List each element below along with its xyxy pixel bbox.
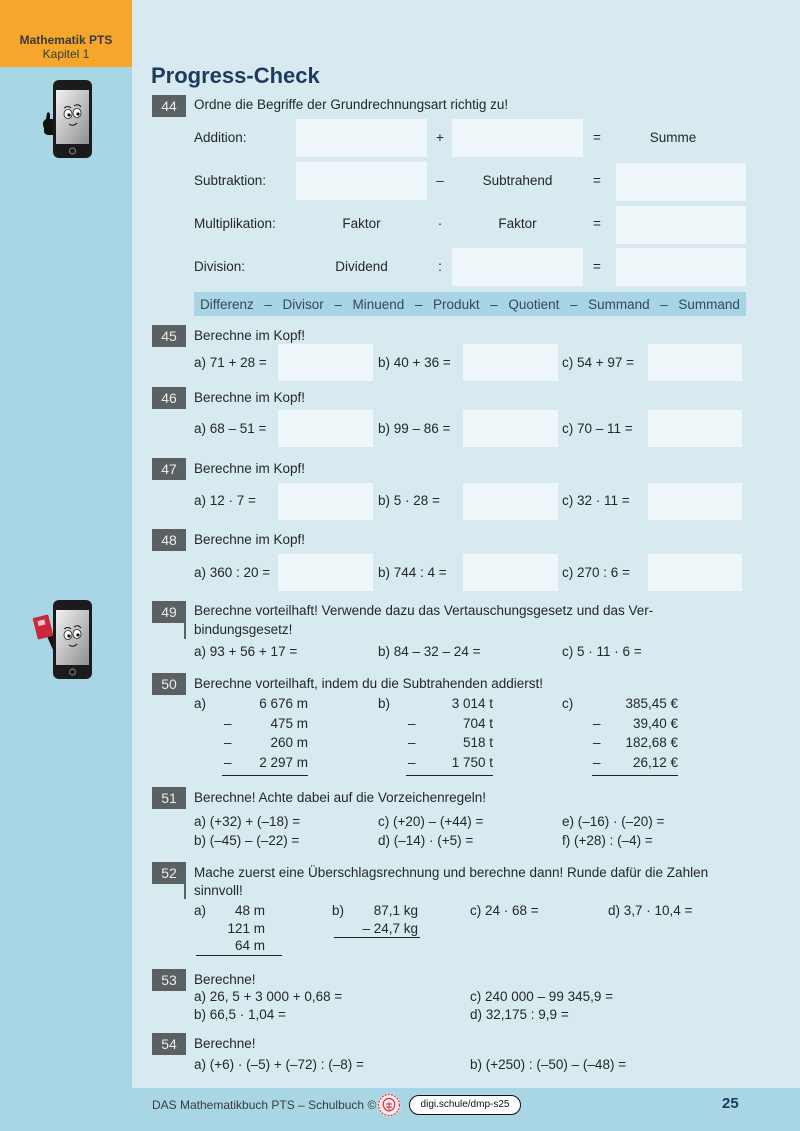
sidebar bbox=[0, 0, 132, 1131]
operation-label: Multiplikation: bbox=[194, 216, 276, 231]
exercise-number-badge: 49 bbox=[152, 601, 186, 623]
column-label: a) bbox=[194, 903, 207, 918]
minus-sign: – bbox=[408, 755, 416, 770]
chapter-tab bbox=[0, 0, 132, 67]
column-value: 64 m bbox=[234, 938, 265, 953]
column-value: 182,68 € bbox=[625, 735, 678, 750]
column-value: 39,40 € bbox=[632, 716, 678, 731]
minus-sign: – bbox=[408, 735, 416, 750]
term-label: Subtrahend bbox=[482, 173, 553, 188]
answer-box[interactable] bbox=[296, 119, 427, 157]
answer-box[interactable] bbox=[463, 410, 558, 447]
task-item: b) 5 · 28 = bbox=[378, 493, 440, 508]
exercise-instruction: Berechne im Kopf! bbox=[194, 461, 306, 476]
result-line bbox=[196, 955, 282, 956]
answer-box[interactable] bbox=[463, 483, 558, 520]
word-bank-separator: – bbox=[569, 296, 578, 312]
answer-box[interactable] bbox=[463, 554, 558, 591]
minus-sign: – bbox=[593, 735, 601, 750]
word-bank-separator: – bbox=[334, 296, 342, 312]
answer-box[interactable] bbox=[648, 410, 742, 447]
task-item: a) 93 + 56 + 17 = bbox=[194, 644, 298, 659]
task-item: b) 84 – 32 – 24 = bbox=[378, 644, 481, 659]
word-bank-term: Summand bbox=[588, 296, 650, 312]
lion-logo-icon bbox=[377, 1093, 401, 1117]
task-item: c) 270 : 6 = bbox=[562, 565, 630, 580]
word-bank-separator: – bbox=[414, 296, 423, 312]
task-item: a) (+6) · (–5) + (–72) : (–8) = bbox=[194, 1057, 364, 1072]
answer-box[interactable] bbox=[278, 483, 373, 520]
column-value: 1 750 t bbox=[451, 755, 493, 770]
task-item: b) (+250) : (–50) – (–48) = bbox=[470, 1057, 627, 1072]
exercise-number-badge: 47 bbox=[152, 458, 186, 480]
exercise-instruction: Berechne im Kopf! bbox=[194, 328, 306, 343]
exercise-instruction: Berechne vorteilhaft, indem du die Subtrahenden addierst! bbox=[194, 676, 543, 691]
exercise-instruction: Berechne vorteilhaft! Verwende dazu das Vertauschungsgesetz und das Ver- bbox=[194, 603, 654, 618]
task-item: c) 24 · 68 = bbox=[470, 903, 539, 918]
task-item: b) (–45) – (–22) = bbox=[194, 833, 300, 848]
column-label: a) bbox=[194, 696, 207, 711]
answer-box[interactable] bbox=[296, 162, 427, 200]
exercise-number-badge: 54 bbox=[152, 1033, 186, 1055]
task-item: c) 5 · 11 · 6 = bbox=[562, 644, 642, 659]
answer-box[interactable] bbox=[278, 410, 373, 447]
exercise-number-badge: 45 bbox=[152, 325, 186, 347]
task-item: d) 3,7 · 10,4 = bbox=[608, 903, 693, 918]
column-value: 704 t bbox=[462, 716, 493, 731]
answer-box[interactable] bbox=[616, 248, 746, 286]
subject-label: Mathematik PTS bbox=[19, 33, 113, 47]
result-line bbox=[592, 775, 678, 776]
task-item: a) 12 · 7 = bbox=[194, 493, 256, 508]
word-bank-term: Divisor bbox=[282, 296, 324, 312]
answer-box[interactable] bbox=[278, 344, 373, 381]
word-bank-term: Minuend bbox=[352, 296, 405, 312]
minus-sign: – bbox=[224, 755, 232, 770]
task-item: c) 54 + 97 = bbox=[562, 355, 635, 370]
answer-box[interactable] bbox=[616, 206, 746, 244]
term-label: Summe bbox=[649, 130, 697, 145]
task-item: a) 360 : 20 = bbox=[194, 565, 271, 580]
column-value: 26,12 € bbox=[632, 755, 678, 770]
exercise-instruction: Berechne! bbox=[194, 1036, 256, 1051]
word-bank bbox=[194, 292, 746, 316]
word-bank-term: Summand bbox=[678, 296, 740, 312]
result-line bbox=[222, 775, 308, 776]
column-label: b) bbox=[332, 903, 345, 918]
digital-link[interactable]: digi.schule/dmp-s25 bbox=[409, 1095, 521, 1115]
answer-box[interactable] bbox=[452, 248, 583, 286]
task-item: a) (+32) + (–18) = bbox=[194, 814, 301, 829]
column-value: – 24,7 kg bbox=[362, 921, 418, 936]
task-item: b) 40 + 36 = bbox=[378, 355, 451, 370]
task-item: d) (–14) · (+5) = bbox=[378, 833, 474, 848]
operator-sign: : bbox=[438, 259, 442, 274]
answer-box[interactable] bbox=[648, 344, 742, 381]
result-line bbox=[406, 775, 493, 776]
column-value: 3 014 t bbox=[451, 696, 493, 711]
minus-sign: – bbox=[593, 716, 601, 731]
exercise-instruction: Mache zuerst eine Überschlagsrechnung und berechne dann! Runde dafür die Zahlen bbox=[194, 865, 709, 880]
page-number: 25 bbox=[722, 1095, 739, 1112]
task-item: c) 240 000 – 99 345,9 = bbox=[470, 989, 613, 1004]
word-bank-term: Produkt bbox=[433, 296, 480, 312]
operation-label: Division: bbox=[194, 259, 246, 274]
exercise-instruction: sinnvoll! bbox=[194, 883, 243, 898]
exercise-number-badge: 52 bbox=[152, 862, 186, 884]
equals-sign: = bbox=[593, 130, 601, 145]
task-item: f) (+28) : (–4) = bbox=[562, 833, 653, 848]
task-item: b) 99 – 86 = bbox=[378, 421, 451, 436]
minus-sign: – bbox=[408, 716, 416, 731]
exercise-number-badge: 51 bbox=[152, 787, 186, 809]
result-line bbox=[334, 937, 420, 938]
column-value: 87,1 kg bbox=[373, 903, 418, 918]
operator-sign: + bbox=[436, 130, 444, 145]
task-item: e) (–16) · (–20) = bbox=[562, 814, 665, 829]
word-bank-separator: – bbox=[660, 296, 668, 312]
column-label: b) bbox=[378, 696, 391, 711]
exercise-number-badge: 53 bbox=[152, 969, 186, 991]
column-value: 48 m bbox=[234, 903, 265, 918]
column-value: 518 t bbox=[462, 735, 493, 750]
task-item: a) 71 + 28 = bbox=[194, 355, 267, 370]
word-bank-separator: – bbox=[490, 296, 498, 312]
minus-sign: – bbox=[593, 755, 601, 770]
term-label: Dividend bbox=[335, 259, 388, 274]
task-item: a) 68 – 51 = bbox=[194, 421, 267, 436]
column-label: c) bbox=[562, 696, 574, 711]
word-bank-separator: – bbox=[264, 296, 272, 312]
column-value: 260 m bbox=[270, 735, 308, 750]
answer-box[interactable] bbox=[463, 344, 558, 381]
column-value: 121 m bbox=[227, 921, 265, 936]
operator-sign: · bbox=[437, 216, 443, 231]
exercise-instruction: Ordne die Begriffe der Grundrechnungsart richtig zu! bbox=[194, 97, 509, 112]
exercise-number-badge: 46 bbox=[152, 387, 186, 409]
task-item: c) 32 · 11 = bbox=[562, 493, 630, 508]
exercise-number-badge: 44 bbox=[152, 95, 186, 117]
exercise-number-badge: 50 bbox=[152, 673, 186, 695]
exercise-number-badge: 48 bbox=[152, 529, 186, 551]
task-item: c) 70 – 11 = bbox=[562, 421, 633, 436]
exercise-instruction: Berechne! Achte dabei auf die Vorzeichenregeln! bbox=[194, 790, 486, 805]
chapter-label: Kapitel 1 bbox=[42, 47, 90, 61]
operation-label: Addition: bbox=[194, 130, 247, 145]
answer-box[interactable] bbox=[452, 119, 583, 157]
term-label: Faktor bbox=[498, 216, 537, 231]
column-value: 2 297 m bbox=[259, 755, 308, 770]
term-label: Faktor bbox=[342, 216, 381, 231]
phone-book-icon bbox=[32, 598, 96, 682]
exercise-instruction: Berechne im Kopf! bbox=[194, 532, 306, 547]
badge-rule bbox=[184, 884, 186, 899]
minus-sign: – bbox=[224, 735, 232, 750]
operation-label: Subtraktion: bbox=[194, 173, 267, 188]
task-item: b) 744 : 4 = bbox=[378, 565, 447, 580]
column-value: 385,45 € bbox=[625, 696, 678, 711]
equals-sign: = bbox=[593, 173, 601, 188]
word-bank-term: Differenz bbox=[200, 296, 254, 312]
book-credit: DAS Mathematikbuch PTS – Schulbuch © bbox=[152, 1098, 377, 1112]
task-item: c) (+20) – (+44) = bbox=[378, 814, 484, 829]
exercise-instruction: Berechne im Kopf! bbox=[194, 390, 306, 405]
task-item: d) 32,175 : 9,9 = bbox=[470, 1007, 569, 1022]
answer-box[interactable] bbox=[616, 163, 746, 201]
operator-sign: – bbox=[436, 173, 444, 188]
answer-box[interactable] bbox=[648, 554, 742, 591]
exercise-instruction: bindungsgesetz! bbox=[194, 622, 293, 637]
equals-sign: = bbox=[593, 216, 601, 231]
page-title: Progress-Check bbox=[151, 63, 320, 88]
exercise-instruction: Berechne! bbox=[194, 972, 256, 987]
task-item: a) 26, 5 + 3 000 + 0,68 = bbox=[194, 989, 343, 1004]
equals-sign: = bbox=[593, 259, 601, 274]
column-value: 6 676 m bbox=[259, 696, 308, 711]
task-item: b) 66,5 · 1,04 = bbox=[194, 1007, 286, 1022]
column-value: 475 m bbox=[270, 716, 308, 731]
answer-box[interactable] bbox=[278, 554, 373, 591]
answer-box[interactable] bbox=[648, 483, 742, 520]
word-bank-term: Quotient bbox=[508, 296, 560, 312]
minus-sign: – bbox=[224, 716, 232, 731]
badge-rule bbox=[184, 623, 186, 639]
phone-thumbs-up-icon bbox=[34, 78, 96, 160]
